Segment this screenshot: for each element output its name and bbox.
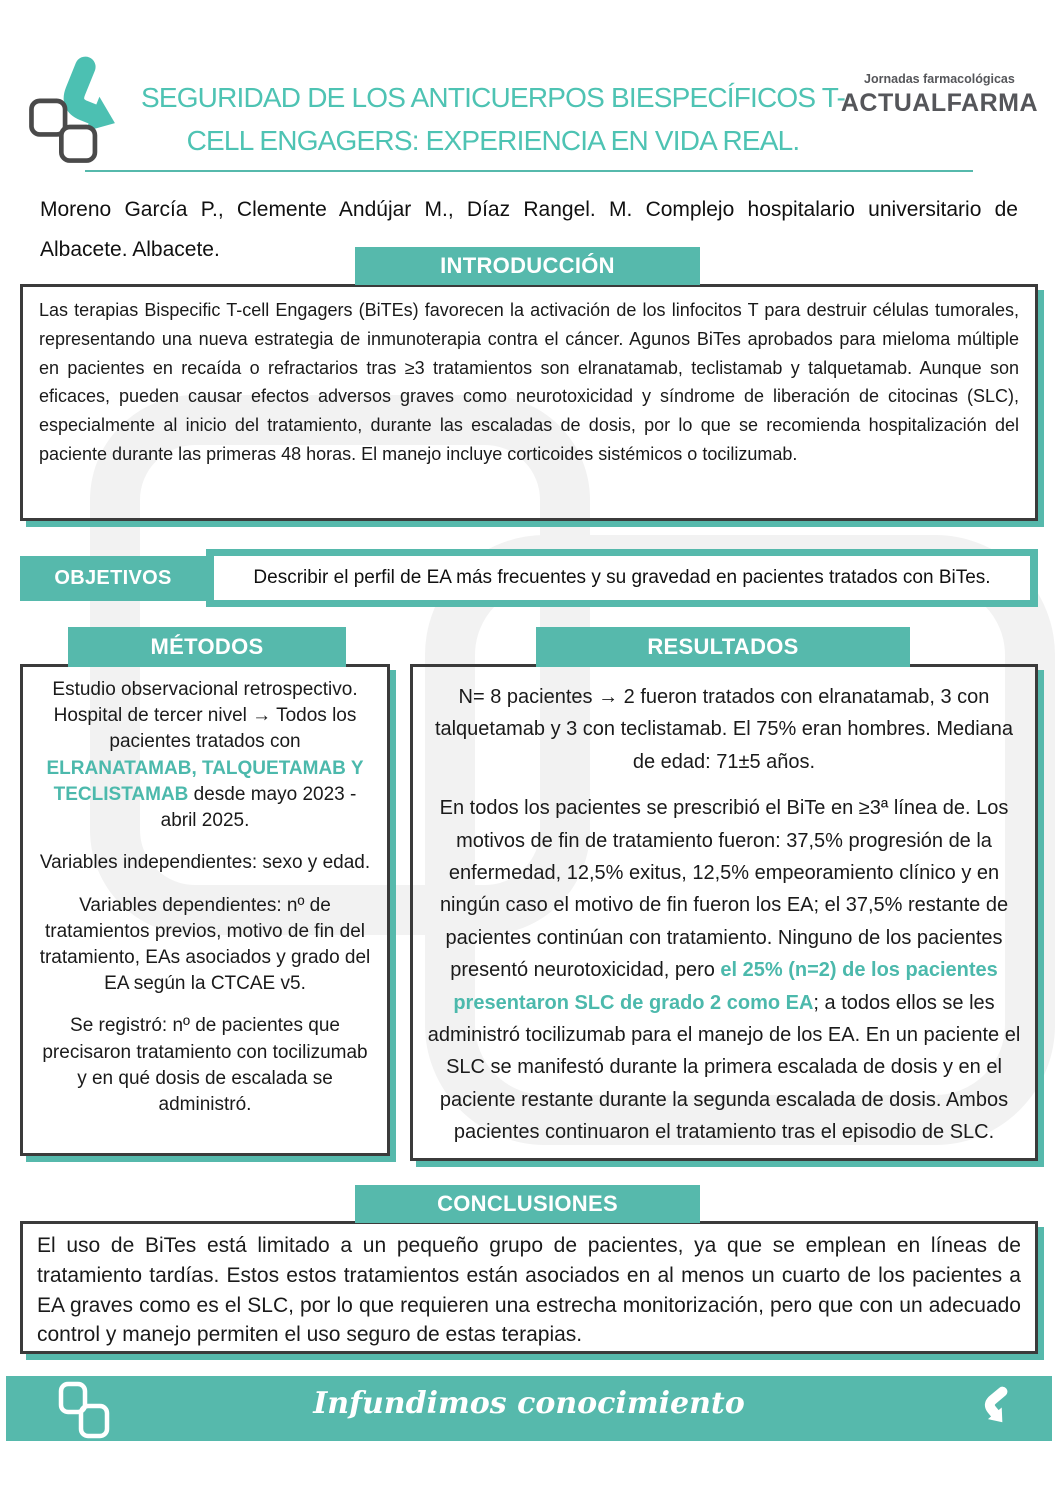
section-heading-introduccion: INTRODUCCIÓN: [355, 247, 700, 285]
metodos-paragraph-4: Se registró: nº de pacientes que precisaron tratamiento con tocilizumab y en qué dosis de escalada se administró.: [42, 1015, 368, 1116]
section-heading-conclusiones: CONCLUSIONES: [355, 1185, 700, 1223]
authors-line: Moreno García P., Clemente Andújar M., Díaz Rangel. M. Complejo hospitalario universitario de Albacete. Albacete.: [40, 198, 1018, 261]
metodos-p1-highlight: ELRANATAMAB, TALQUETAMAB Y TECLISTAMAB: [46, 757, 364, 805]
brand-subtitle: Jornadas farmacológicas: [864, 72, 1015, 86]
resultados-paragraph-1: N= 8 pacientes → 2 fueron tratados con elranatamab, 3 con talquetamab y 3 con teclistamab. El 75% eran hombres. Mediana de edad: 71±5 años.: [434, 686, 1014, 773]
metodos-box: [20, 664, 390, 1156]
introduccion-box: [20, 284, 1038, 521]
resultados-p2-tail: ; a todos ellos se les administró tocilizumab para el manejo de los EA. En un paciente el SLC se manifestó durante la primera escalada de dosis y en el paciente restante durante la segunda escalada de dosis. Ambos pacientes continuaron el tratamiento tras el episodio de SLC.: [427, 991, 1021, 1144]
metodos-paragraph-3: Variables dependientes: nº de tratamientos previos, motivo de fin del tratamiento, EAs asociados y grado del EA según la CTCAE v5.: [39, 894, 371, 995]
resultados-paragraph-2: [426, 792, 1022, 1148]
brand-block: [841, 72, 1038, 118]
metodos-p1-text: Estudio observacional retrospectivo. Hospital de tercer nivel → Todos los pacientes tratados con: [52, 679, 358, 753]
conclusiones-box: [20, 1221, 1038, 1354]
section-heading-resultados: RESULTADOS: [536, 627, 910, 667]
section-heading-objetivos: OBJETIVOS: [20, 556, 206, 601]
header-divider: [85, 170, 973, 172]
objetivos-band: [206, 549, 1038, 607]
footer-tagline: Infundimos conocimiento: [313, 1386, 745, 1421]
brand-name: ACTUALFARMA: [840, 89, 1038, 117]
resultados-p2-highlight: el 25% (n=2) de los pacientes presentaron SLC de grado 2 como EA: [453, 959, 998, 1014]
metodos-paragraph-1: [35, 677, 375, 834]
resultados-p2-text: En todos los pacientes se prescribió el BiTe en ≥3ª línea de. Los motivos de fin de tratamiento fueron: 37,5% progresión de la enfermedad, 12,5% exitus, 12,5% empeoramiento clínico y en ningún caso el motivo de fin fueron los EA; el 37,5% restante de pacientes continúan con tratamiento. Ninguno de los pacientes presentó neurotoxicidad, pero: [439, 797, 1009, 982]
objetivos-body: Describir el perfil de EA más frecuentes y su gravedad en pacientes tratados con BiTes.: [214, 556, 1030, 600]
page-title: SEGURIDAD DE LOS ANTICUERPOS BIESPECÍFICOS T-CELL ENGAGERS: EXPERIENCIA EN VIDA REAL.: [140, 82, 846, 157]
conclusiones-body: El uso de BiTes está limitado a un pequeño grupo de pacientes, ya que se emplean en líneas de tratamiento tardías. Estos estos tratamientos están asociados en al menos un cuarto de los pacientes a EA graves como es el SLC, por lo que requieren una estrecha monitorización, pero que con un adecuado control y manejo permiten el uso seguro de estas terapias.: [37, 1234, 1021, 1347]
footer-bar: [6, 1376, 1052, 1441]
metodos-paragraph-2: Variables independientes: sexo y edad.: [39, 852, 371, 874]
introduccion-body: Las terapias Bispecific T-cell Engagers (BiTEs) favorecen la activación de los linfocitos T para destruir células tumorales, representando una nueva estrategia de inmunoterapia contra el cáncer. Agunos BiTes aprobados para mieloma múltiple en pacientes en recaída o refractarios tras ≥3 tratamientos son elranatamab, teclistamab y talquetamab. Aunque son eficaces, pueden causar efectos adversos graves como neurotoxicidad y síndrome de liberación de citocinas (SLC), especialmente al inicio del tratamiento, durante las escaladas de dosis, por lo que se recomienda hospitalización del paciente durante las primeras 48 horas. El manejo incluye corticoides sistémicos o tocilizumab.: [39, 300, 1019, 464]
section-heading-metodos: MÉTODOS: [68, 627, 346, 667]
metodos-p1-tail: desde mayo 2023 - abril 2025.: [160, 783, 357, 832]
resultados-box: [410, 664, 1038, 1161]
footer-arrow-icon: [964, 1382, 1018, 1438]
